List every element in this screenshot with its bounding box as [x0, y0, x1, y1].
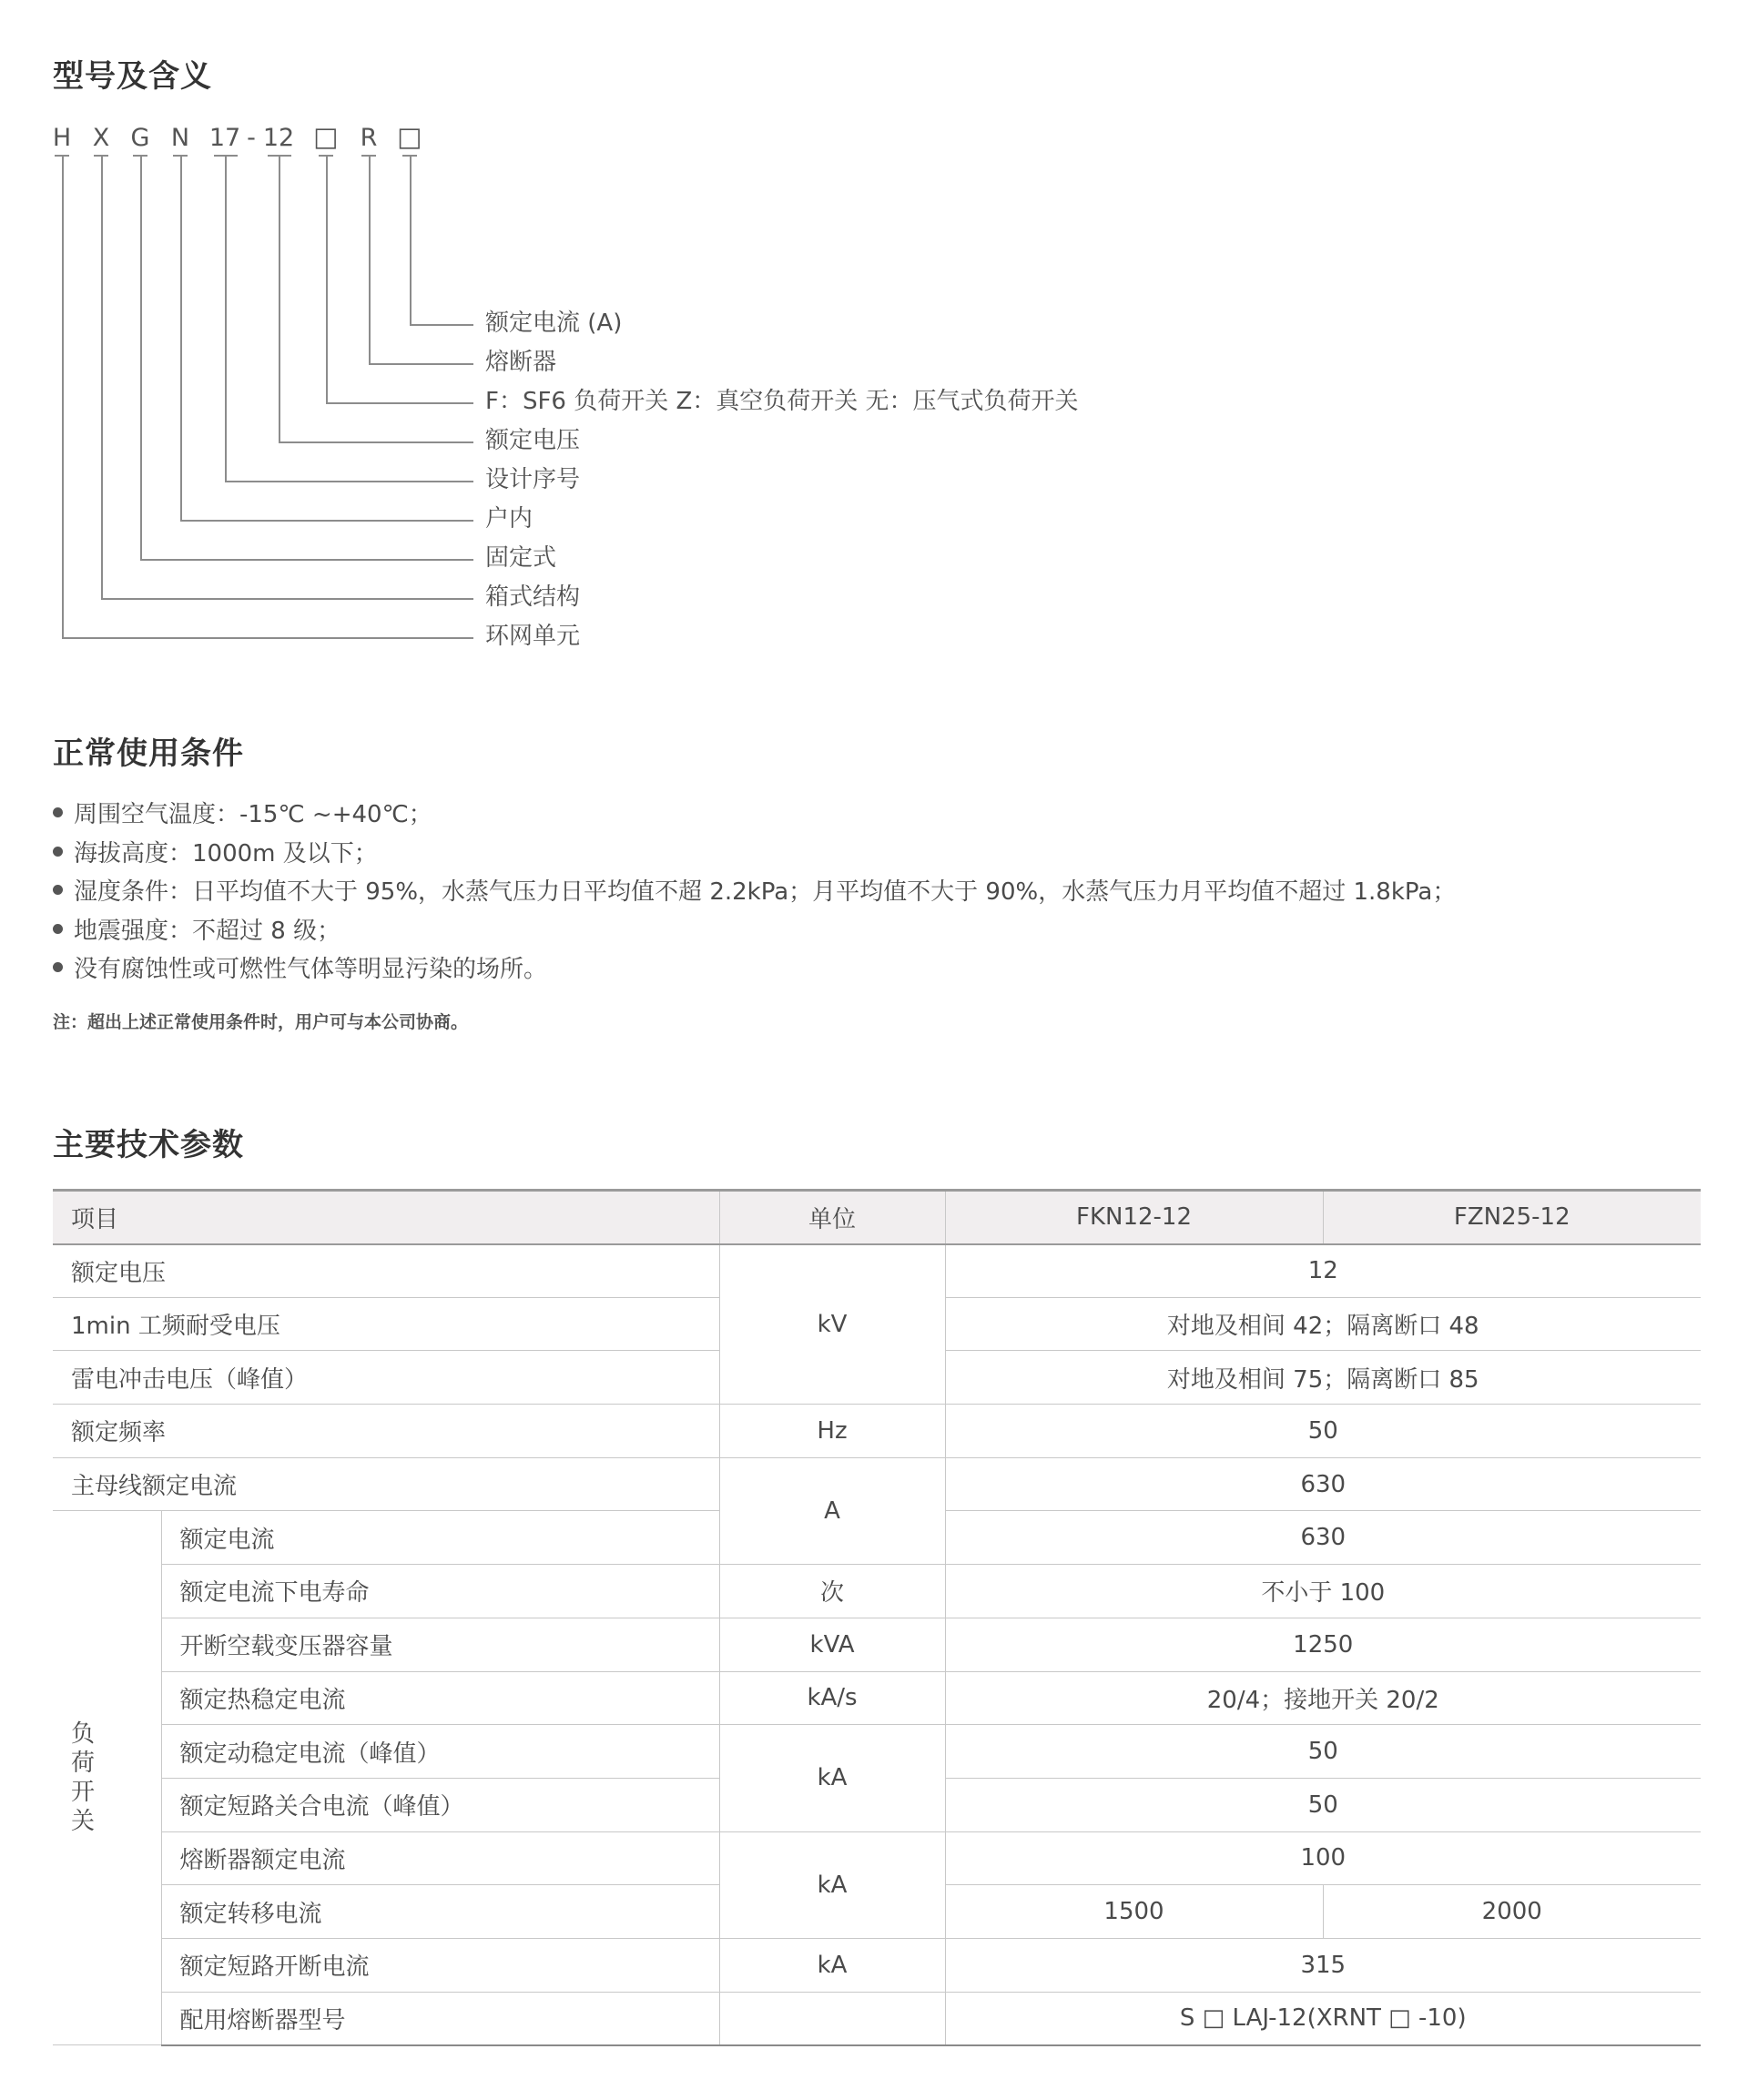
row-item: 额定短路关合电流（峰值）	[161, 1778, 719, 1831]
condition-text: 海拔高度：1000m 及以下；	[74, 839, 378, 867]
table-row	[53, 1244, 1701, 1298]
meaning-fixed: 固定式	[485, 544, 557, 572]
table-row	[53, 1457, 1701, 1511]
condition-item	[53, 912, 1456, 951]
conditions-list	[53, 796, 1456, 989]
row-item: 雷电冲击电压（峰值）	[53, 1351, 719, 1405]
row-item: 额定电压	[53, 1244, 719, 1298]
code-part-x: X	[92, 124, 110, 152]
bullet-icon	[53, 962, 63, 972]
row-value: 12	[945, 1244, 1701, 1298]
row-value: 20/4；接地开关 20/2	[945, 1671, 1701, 1725]
leader-vertical	[101, 155, 103, 598]
leader-horizontal	[101, 598, 473, 600]
condition-text: 地震强度：不超过 8 级；	[74, 917, 341, 945]
header-item: 项目	[53, 1191, 719, 1244]
leader-vertical	[140, 155, 142, 559]
row-item: 额定频率	[53, 1405, 719, 1458]
condition-text: 没有腐蚀性或可燃性气体等明显污染的场所。	[74, 956, 548, 983]
condition-item	[53, 835, 1456, 874]
row-value: 50	[945, 1405, 1701, 1458]
code-part-box-current: □	[397, 121, 422, 152]
leader-horizontal	[369, 363, 473, 365]
row-unit: kA	[719, 1938, 945, 1992]
meaning-box-structure: 箱式结构	[485, 583, 581, 611]
leader-horizontal	[410, 324, 473, 326]
row-item: 额定电流	[161, 1511, 719, 1565]
row-item: 熔断器额定电流	[161, 1831, 719, 1885]
code-part-12: 12	[262, 124, 295, 152]
condition-item	[53, 796, 1456, 835]
model-section-title: 型号及含义	[53, 58, 212, 95]
condition-text: 周围空气温度：-15℃ ~+40℃；	[74, 801, 432, 828]
params-section-title: 主要技术参数	[53, 1127, 244, 1163]
row-value: 不小于 100	[945, 1565, 1701, 1618]
table-row	[53, 1992, 1701, 2045]
row-unit: kV	[719, 1244, 945, 1405]
bullet-icon	[53, 885, 63, 895]
condition-item	[53, 873, 1456, 912]
row-value: 100	[945, 1831, 1701, 1885]
row-unit: kA	[719, 1831, 945, 1938]
row-value-fkn12: 1500	[945, 1885, 1323, 1939]
row-value: 630	[945, 1511, 1701, 1565]
row-unit: kVA	[719, 1618, 945, 1671]
meaning-rated-voltage: 额定电压	[485, 427, 581, 454]
leader-vertical	[225, 155, 227, 481]
row-unit: A	[719, 1457, 945, 1564]
leader-vertical	[180, 155, 182, 520]
tech-params-table	[53, 1189, 1701, 2046]
row-unit: 次	[719, 1565, 945, 1618]
row-item: 配用熔断器型号	[161, 1992, 719, 2045]
condition-item	[53, 950, 1456, 989]
conditions-section-title: 正常使用条件	[53, 736, 244, 772]
code-part-h: H	[52, 124, 72, 152]
code-part-box-type: □	[313, 121, 339, 152]
leader-vertical	[279, 155, 280, 441]
code-part-dash: -	[247, 124, 256, 152]
table-row	[53, 1831, 1701, 1885]
leader-vertical	[410, 155, 412, 324]
conditions-note: 注：超出上述正常使用条件时，用户可与本公司协商。	[53, 1012, 469, 1032]
row-value: 630	[945, 1457, 1701, 1511]
bullet-icon	[53, 807, 63, 817]
row-item: 额定电流下电寿命	[161, 1565, 719, 1618]
table-row	[53, 1938, 1701, 1992]
leader-horizontal	[225, 481, 473, 482]
code-part-n: N	[170, 124, 190, 152]
meaning-ring-main-unit: 环网单元	[485, 623, 581, 650]
row-value: 315	[945, 1938, 1701, 1992]
table-row	[53, 1565, 1701, 1618]
header-unit: 单位	[719, 1191, 945, 1244]
row-item: 额定短路开断电流	[161, 1938, 719, 1992]
meaning-design-serial: 设计序号	[485, 466, 581, 493]
row-item: 额定动稳定电流（峰值）	[161, 1725, 719, 1779]
row-unit: Hz	[719, 1405, 945, 1458]
bullet-icon	[53, 847, 63, 857]
bullet-icon	[53, 924, 63, 934]
row-value: 1250	[945, 1618, 1701, 1671]
row-item: 额定热稳定电流	[161, 1671, 719, 1725]
code-part-17: 17	[208, 124, 241, 152]
meaning-rated-current: 额定电流 (A)	[485, 309, 623, 337]
meaning-indoor: 户内	[485, 505, 534, 533]
leader-horizontal	[140, 559, 473, 561]
row-value: 对地及相间 75；隔离断口 85	[945, 1351, 1701, 1405]
leader-vertical	[369, 155, 371, 363]
row-value: 50	[945, 1725, 1701, 1779]
row-item: 1min 工频耐受电压	[53, 1297, 719, 1351]
header-fkn12: FKN12-12	[945, 1191, 1323, 1244]
row-value-fzn25: 2000	[1323, 1885, 1701, 1939]
row-item: 开断空载变压器容量	[161, 1618, 719, 1671]
table-row	[53, 1725, 1701, 1779]
leader-horizontal	[279, 441, 473, 443]
table-row	[53, 1618, 1701, 1671]
leader-vertical	[326, 155, 328, 402]
leader-horizontal	[180, 520, 473, 522]
group-label-load-switch: 负荷开关	[53, 1511, 161, 2045]
meaning-switch-type: F：SF6 负荷开关 Z：真空负荷开关 无：压气式负荷开关	[485, 388, 1079, 415]
row-unit: kA/s	[719, 1671, 945, 1725]
row-value: S □ LAJ-12(XRNT □ -10)	[945, 1992, 1701, 2045]
code-part-r: R	[360, 124, 378, 152]
code-part-g: G	[130, 124, 150, 152]
row-item: 额定转移电流	[161, 1885, 719, 1939]
row-unit: kA	[719, 1725, 945, 1831]
leader-horizontal	[326, 402, 473, 404]
table-row	[53, 1671, 1701, 1725]
header-fzn25: FZN25-12	[1323, 1191, 1701, 1244]
row-value: 对地及相间 42；隔离断口 48	[945, 1297, 1701, 1351]
table-header-row	[53, 1191, 1701, 1244]
table-row	[53, 1405, 1701, 1458]
leader-horizontal	[62, 637, 473, 639]
row-value: 50	[945, 1778, 1701, 1831]
condition-text: 湿度条件：日平均值不大于 95%，水蒸气压力日平均值不超 2.2kPa；月平均值不大于 90%，水蒸气压力月平均值不超过 1.8kPa；	[74, 878, 1457, 906]
row-item: 主母线额定电流	[53, 1457, 719, 1511]
row-unit	[719, 1992, 945, 2045]
meaning-fuse: 熔断器	[485, 349, 557, 376]
leader-vertical	[62, 155, 64, 637]
